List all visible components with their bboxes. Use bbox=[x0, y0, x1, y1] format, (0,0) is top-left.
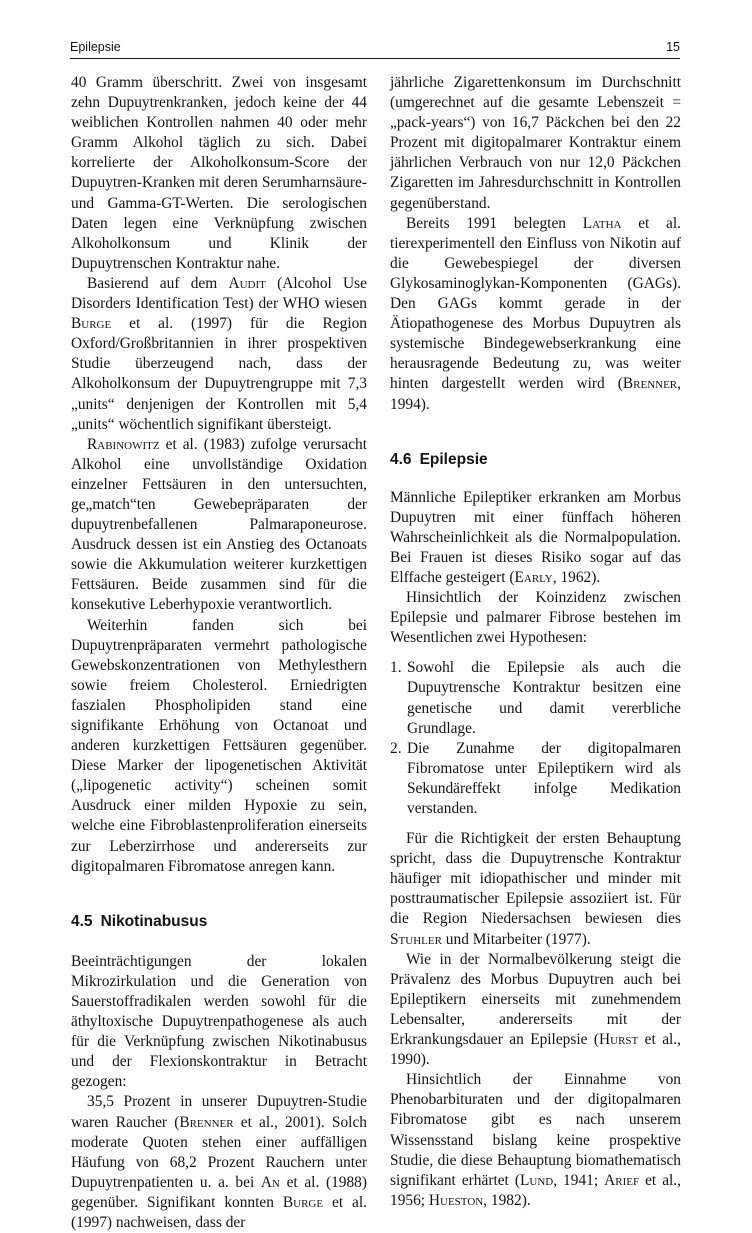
text-run: Basierend auf dem bbox=[87, 274, 229, 292]
text-run: , 1962). bbox=[552, 568, 601, 586]
citation-author: Lund bbox=[519, 1171, 554, 1189]
paragraph bbox=[71, 1092, 367, 1233]
list-item bbox=[390, 658, 681, 738]
text-run: et al. (1983) zufolge verursacht Alkohol eine unvollständige Oxidation einzelner Fettsäuren in den untersuchten, ge„match“ten Gewebepräparaten der dupuytrenbefallenen Palmaraponeurose. Ausdruck dessen ist ein Anstieg des Octanoats sowie die Akkumulation weiterer kurzkettigen Fettsäuren. Beide zusammen sind für die konsekutive Leberhypoxie verantwortlich. bbox=[71, 435, 367, 614]
text-run: et al. tierexperimentell den Einfluss von Nikotin auf die Gewebespiegel der diversen Glykosaminoglykan-Komponenten (GAGs). Den GAGs kommt gerade in der Ätiopathogenese des Morbus Dupuytren als systemische Bindegewebserkrankung eine herausragende Bedeutung zu, was weiter hinten dargestellt werden wird ( bbox=[390, 214, 681, 393]
paragraph bbox=[390, 829, 681, 950]
paragraph: jährliche Zigarettenkonsum im Durchschnitt (umgerechnet auf die gesamte Lebenszeit = „pack-years“) von 16,7 Päckchen bei den 22 Prozent mit digitopalmarer Kontraktur einem jährlichen Verbrauch von nur 12,0 Päckchen Zigaretten im Jahresdurchschnitt in Kontrollen gegenüberstand. bbox=[390, 74, 681, 212]
citation-author: Rabinowitz bbox=[87, 435, 160, 453]
text-run: et al., 1956; bbox=[390, 1171, 681, 1209]
page-number: 15 bbox=[666, 40, 680, 54]
list-number: 2. bbox=[390, 739, 402, 757]
list-item bbox=[390, 739, 681, 819]
running-head-title: Epilepsie bbox=[70, 40, 121, 54]
text-run: et al., 2001). Solch moderate Quoten stehen einer auffälligen Häufung von 68,2 Prozent Rauchern unter Dupuytrenpatienten u. a. bei bbox=[71, 1113, 367, 1191]
citation-author: Brenner bbox=[622, 375, 678, 393]
text-run: et al. (1997) nachweisen, dass der bbox=[71, 1193, 367, 1231]
section-title: Nikotinabusus bbox=[100, 912, 208, 930]
citation-author: Hueston bbox=[428, 1191, 484, 1209]
section-title: Epilepsie bbox=[419, 450, 488, 468]
text-run: et al. (1997) für die Region Oxford/Großbritannien in ihrer prospektiven Studie überzeugend nach, dass der Alkoholkonsum der Dupuytrengruppe mit 7,3 „units“ denjenigen der Kontrollen mit 5,4 „units“ wöchentlich signifikant übersteigt. bbox=[71, 315, 367, 433]
citation-author: Hurst bbox=[599, 1031, 639, 1049]
paragraph: Hinsichtlich der Koinzidenz zwischen Epilepsie und palmarer Fibrose bestehen im Wesentlichen zwei Hypothesen: bbox=[390, 589, 681, 647]
paragraph bbox=[390, 950, 681, 1071]
text-run: 35,5 Prozent in unserer Dupuytren-Studie waren Raucher ( bbox=[71, 1093, 367, 1131]
paragraph bbox=[390, 1070, 681, 1211]
citation-author: Audit bbox=[228, 274, 266, 292]
list-number: 1. bbox=[390, 659, 402, 677]
text-run: (Alcohol Use Disorders Identification Test) der WHO wiesen bbox=[71, 274, 367, 313]
text-run: Wie in der Normalbevölkerung steigt die Prävalenz des Morbus Dupuytren auch bei Epileptikern einerseits mit zunehmendem Lebensalter, andererseits mit der Erkrankungsdauer an Epilepsie ( bbox=[390, 950, 681, 1049]
hypotheses-list bbox=[390, 658, 681, 819]
text-run: Hinsichtlich der Einnahme von Phenobarbituraten und der digitopalmaren Fibromatose gibt es nach unserem Wissensstand bislang keine prospektive Studie, die diese Behauptung biomathematisch signifikant erhärtet ( bbox=[390, 1071, 681, 1189]
text-run: , 1982). bbox=[483, 1191, 531, 1209]
running-head bbox=[70, 40, 680, 59]
text-run: et al. (1988) gegenüber. Signifikant konnten bbox=[71, 1173, 367, 1211]
citation-author: Burge bbox=[71, 315, 112, 333]
citation-author: Early bbox=[514, 568, 553, 586]
text-run: , 1941; bbox=[553, 1171, 605, 1189]
text-run: Männliche Epileptiker erkranken am Morbus Dupuytren mit einer fünffach höheren Wahrscheinlichkeit als die Normalpopulation. Bei Frauen ist dieses Risiko sogar auf das Elffache gesteigert ( bbox=[390, 488, 681, 586]
left-column bbox=[71, 73, 367, 1233]
text-run: , 1994). bbox=[390, 375, 681, 413]
paragraph: 40 Gramm überschritt. Zwei von insgesamt zehn Dupuytrenkranken, jedoch keine der 44 weiblichen Kontrollen nahmen 40 oder mehr Gramm Alkohol täglich zu sich. Dabei korrelierte der Alkoholkonsum-Score der Dupuytren-Kranken mit deren Serumharnsäure- und Gamma-GT-Werten. Die serologischen Daten legen eine Verknüpfung zwischen Alkoholkonsum und Klinik der Dupuytrenschen Kontraktur nahe. bbox=[71, 74, 367, 272]
section-number: 4.5 bbox=[71, 912, 93, 930]
citation-author: Arief bbox=[604, 1171, 640, 1189]
paragraph bbox=[71, 435, 367, 616]
list-text: Die Zunahme der digitopalmaren Fibromatose unter Epileptikern wird als Sekundäreffekt infolge Medikation verstanden. bbox=[407, 739, 681, 817]
text-run: und Mitarbeiter (1977). bbox=[441, 930, 591, 948]
citation-author: Burge bbox=[282, 1193, 324, 1211]
paragraph: Beeinträchtigungen der lokalen Mikrozirkulation und die Generation von Sauerstoffradikalen werden sowohl für die äthyltoxische Dupuytrenpathogenese als auch für die Verknüpfung zwischen Nikotinabusus und der Flexionskontraktur in Betracht gezogen: bbox=[71, 952, 367, 1091]
paragraph bbox=[390, 488, 681, 588]
paragraph bbox=[71, 274, 367, 435]
text-run: et al., 1990). bbox=[390, 1031, 681, 1069]
section-number: 4.6 bbox=[390, 450, 412, 468]
paragraph: Weiterhin fanden sich bei Dupuytrenpräparaten vermehrt pathologische Gewebskonzentrationen von Methylesthern sowie freiem Cholesterol. Erniedrigten faszialen Phospholipiden stand eine signifikante Erhöhung von Octanoat und anderen kurzkettigen Fettsäuren gegenüber. Diese Marker der lipogenetischen Aktivität („lipogenetic activity“) scheinen somit Ausdruck einer milden Hypoxie zu sein, welche eine Fibroblastenproliferation einerseits zur Leberzirrhose und andererseits zur digitopalmaren Fibromatose anregen kann. bbox=[71, 616, 367, 875]
paragraph bbox=[390, 214, 681, 415]
citation-author: Stuhler bbox=[390, 930, 442, 948]
section-heading bbox=[71, 912, 367, 932]
citation-author: An bbox=[260, 1173, 280, 1191]
right-column bbox=[390, 73, 681, 1211]
citation-author: Brenner bbox=[179, 1113, 234, 1131]
citation-author: Latha bbox=[582, 214, 622, 232]
list-text: Sowohl die Epilepsie als auch die Dupuytrensche Kontraktur besitzen eine genetische und damit vererbliche Grundlage. bbox=[407, 659, 681, 737]
text-run: Für die Richtigkeit der ersten Behauptung spricht, dass die Dupuytrensche Kontraktur häufiger mit idiopathischer und minder mit posttraumatischer Epilepsie assoziiert ist. Für die Region Niedersachsen bewiesen dies bbox=[390, 830, 681, 928]
section-heading bbox=[390, 450, 681, 470]
text-run: Bereits 1991 belegten bbox=[406, 214, 583, 232]
